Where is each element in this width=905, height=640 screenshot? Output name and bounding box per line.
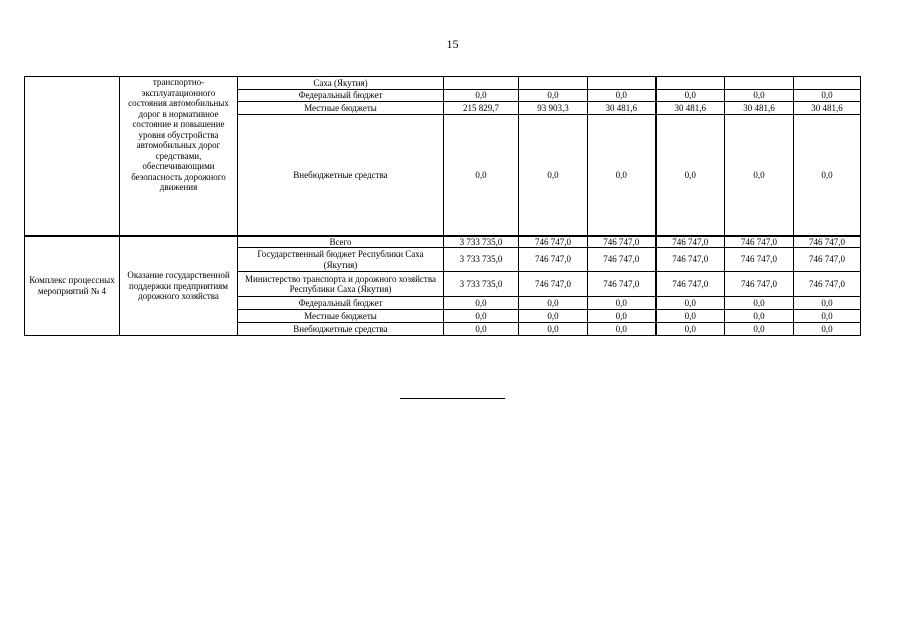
table-row (25, 236, 861, 248)
value-cell: 0,0 (656, 115, 725, 236)
value-cell: 30 481,6 (725, 102, 794, 115)
value-cell (519, 77, 588, 90)
value-cell: 0,0 (444, 115, 519, 236)
value-cell: 746 747,0 (588, 272, 656, 297)
program-cell-empty (25, 77, 120, 236)
funding-source: Внебюджетные средства (238, 115, 444, 236)
value-cell: 0,0 (656, 90, 725, 102)
value-cell: 0,0 (725, 297, 794, 310)
value-cell: 746 747,0 (725, 272, 794, 297)
value-cell: 0,0 (519, 323, 588, 336)
value-cell (656, 77, 725, 90)
value-cell: 0,0 (444, 310, 519, 323)
value-cell: 746 747,0 (794, 248, 861, 272)
funding-source: Местные бюджеты (238, 310, 444, 323)
value-cell: 0,0 (519, 297, 588, 310)
funding-source: Внебюджетные средства (238, 323, 444, 336)
measure-description: Оказание государственной поддержки предприятиям дорожного хозяйства (120, 236, 238, 336)
program-name: Комплекс процессных мероприятий № 4 (25, 236, 120, 336)
budget-table (24, 76, 861, 336)
value-cell: 0,0 (588, 90, 656, 102)
funding-source: Всего (238, 236, 444, 248)
value-cell: 746 747,0 (656, 272, 725, 297)
funding-source: Государственный бюджет Республики Саха (Якутия) (238, 248, 444, 272)
value-cell: 0,0 (725, 310, 794, 323)
value-cell: 0,0 (794, 115, 861, 236)
funding-source: Министерство транспорта и дорожного хозяйства Республики Саха (Якутия) (238, 272, 444, 297)
value-cell: 0,0 (794, 310, 861, 323)
value-cell: 0,0 (444, 323, 519, 336)
value-cell: 3 733 735,0 (444, 272, 519, 297)
value-cell: 746 747,0 (656, 248, 725, 272)
value-cell: 3 733 735,0 (444, 236, 519, 248)
value-cell (588, 77, 656, 90)
value-cell: 746 747,0 (519, 272, 588, 297)
value-cell: 746 747,0 (656, 236, 725, 248)
value-cell: 746 747,0 (725, 236, 794, 248)
value-cell: 215 829,7 (444, 102, 519, 115)
value-cell: 746 747,0 (588, 236, 656, 248)
table-row (25, 77, 861, 90)
value-cell (444, 77, 519, 90)
value-cell: 0,0 (444, 90, 519, 102)
value-cell (725, 77, 794, 90)
value-cell: 0,0 (519, 90, 588, 102)
value-cell: 0,0 (519, 115, 588, 236)
value-cell: 93 903,3 (519, 102, 588, 115)
value-cell: 0,0 (588, 297, 656, 310)
value-cell: 30 481,6 (656, 102, 725, 115)
value-cell: 0,0 (519, 310, 588, 323)
value-cell: 0,0 (794, 90, 861, 102)
funding-source: Саха (Якутия) (238, 77, 444, 90)
value-cell: 746 747,0 (519, 248, 588, 272)
value-cell: 0,0 (444, 297, 519, 310)
value-cell: 0,0 (588, 310, 656, 323)
value-cell: 0,0 (794, 297, 861, 310)
value-cell (794, 77, 861, 90)
value-cell: 30 481,6 (588, 102, 656, 115)
value-cell: 0,0 (656, 323, 725, 336)
value-cell: 746 747,0 (725, 248, 794, 272)
value-cell: 0,0 (794, 323, 861, 336)
value-cell: 746 747,0 (794, 236, 861, 248)
value-cell: 30 481,6 (794, 102, 861, 115)
page-number: 15 (446, 37, 459, 51)
value-cell: 3 733 735,0 (444, 248, 519, 272)
value-cell: 746 747,0 (588, 248, 656, 272)
value-cell: 0,0 (656, 297, 725, 310)
funding-source: Федеральный бюджет (238, 90, 444, 102)
value-cell: 746 747,0 (794, 272, 861, 297)
measure-description: транспортно-эксплуатационного состояния автомобильных дорог в нормативное состояние и повышение уровня обустройства автомобильных дорог средствами, обеспечивающими безопасность дорожного движения (120, 77, 238, 236)
value-cell: 0,0 (725, 323, 794, 336)
value-cell: 0,0 (588, 115, 656, 236)
funding-source: Федеральный бюджет (238, 297, 444, 310)
separator-line (400, 398, 505, 399)
value-cell: 0,0 (588, 323, 656, 336)
value-cell: 0,0 (656, 310, 725, 323)
value-cell: 0,0 (725, 115, 794, 236)
value-cell: 746 747,0 (519, 236, 588, 248)
value-cell: 0,0 (725, 90, 794, 102)
funding-source: Местные бюджеты (238, 102, 444, 115)
